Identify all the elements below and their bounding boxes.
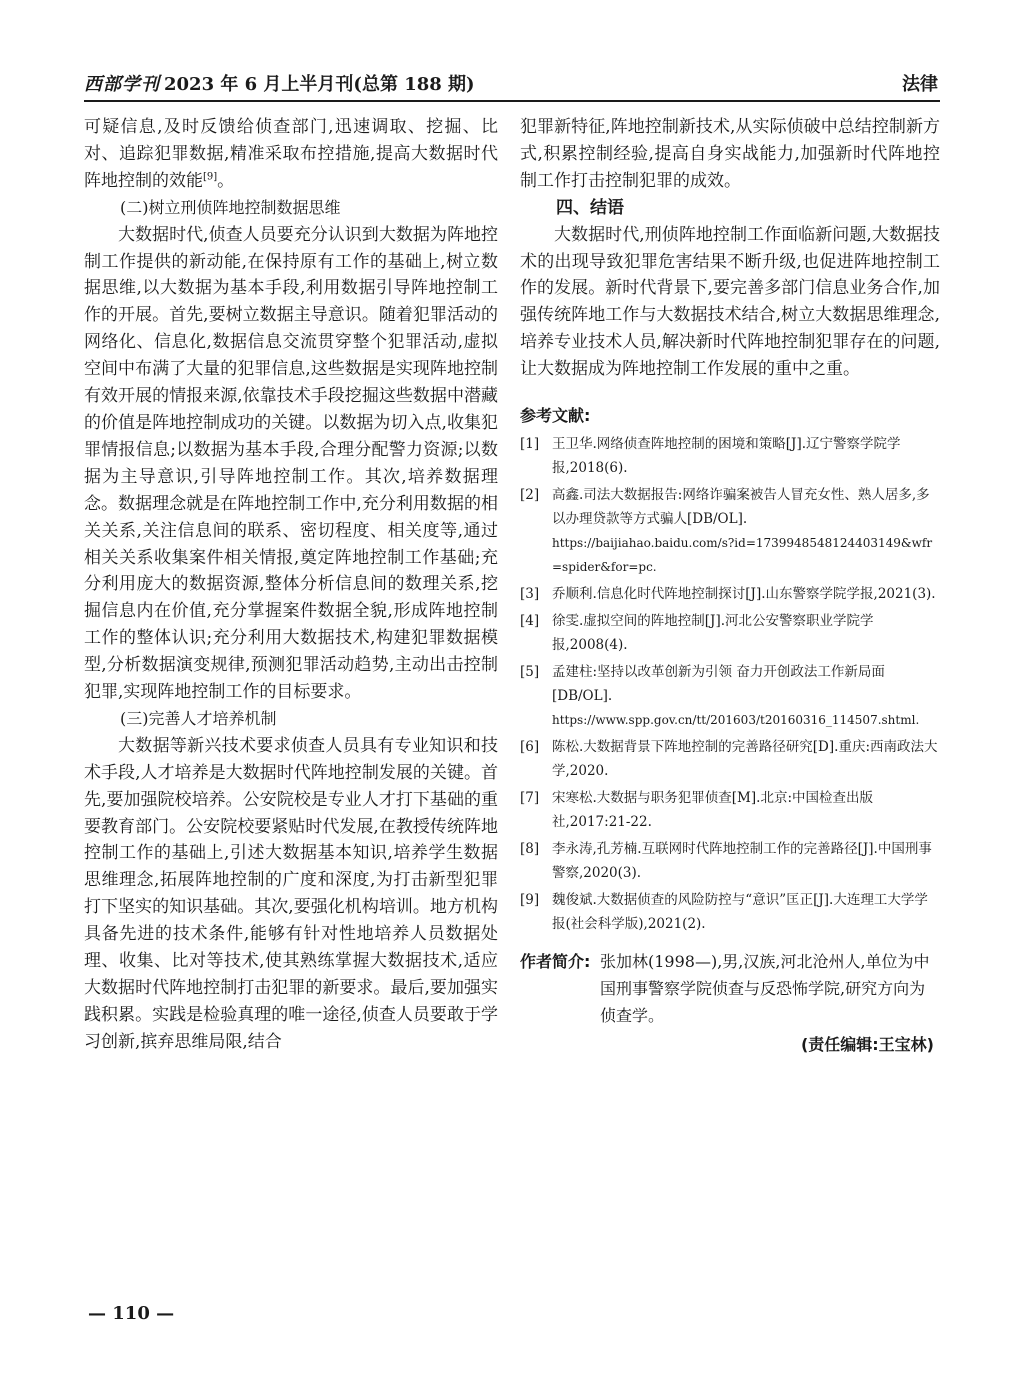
reference-number: [8] (520, 841, 540, 858)
reference-item (520, 483, 940, 579)
section-heading: 四、结语 (556, 197, 624, 218)
reference-text: 陈松.大数据背景下阵地控制的完善路径研究[D].重庆:西南政法大学,2020. (552, 739, 938, 780)
responsible-editor: (责任编辑:王宝林) (800, 1035, 934, 1055)
reference-number: [9] (520, 892, 540, 909)
reference-text: 孟建柱:坚持以改革创新为引领 奋力开创政法工作新局面[DB/OL]. (552, 664, 885, 705)
subsection-heading: (二)树立刑侦阵地控制数据思维 (120, 197, 341, 217)
paragraph (84, 114, 498, 195)
reference-number: [6] (520, 739, 540, 756)
author-bio (520, 948, 940, 1029)
journal-issue-line (84, 74, 475, 96)
right-column (520, 114, 940, 1058)
section-label: 法律 (902, 74, 938, 95)
references-title: 参考文献: (520, 406, 591, 426)
author-bio-text: 张加林(1998—),男,汉族,河北沧州人,单位为中国刑事警察学院侦查与反恐怖学院,研究方向为侦查学。 (600, 952, 930, 1026)
reference-item (520, 432, 940, 480)
reference-item (520, 837, 940, 885)
reference-text: 高鑫.司法大数据报告:网络诈骗案被告人冒充女性、熟人居多,多以办理贷款等方式骗人[DB/OL]. (552, 487, 930, 528)
paragraph: 犯罪新特征,阵地控制新技术,从实际侦破中总结控制新方式,积累控制经验,提高自身实战能力,加强新时代阵地控制工作打击控制犯罪的成效。 (520, 117, 940, 191)
paragraph: 大数据时代,侦查人员要充分认识到大数据为阵地控制工作提供的新动能,在保持原有工作的基础上,树立数据思维,以大数据为基本手段,利用数据引导阵地控制工作的开展。首先,要树立数据主导意识。随着犯罪活动的网络化、信息化,数据信息交流贯穿整个犯罪活动,虚拟空间中布满了大量的犯罪信息,这些数据是实现阵地控制有效开展的情报来源,依靠技术手段挖掘这些数据中潜藏的价值是阵地控制成功的关键。以数据为切入点,收集犯罪情报信息;以数据为基本手段,合理分配警力资源;以数据为主导意识,引导阵地控制工作。其次,培养数据理念。数据理念就是在阵地控制工作中,充分利用数据的相关关系,关注信息间的联系、密切程度、相关度等,通过相关关系收集案件相关情报,奠定阵地控制工作基础;充分利用庞大的数据资源,整体分析信息间的数理关系,挖掘信息内在价值,充分掌握案件数据全貌,形成阵地控制工作的整体认识;充分利用大数据技术,构建犯罪数据模型,分析数据演变规律,预测犯罪活动趋势,主动出击控制犯罪,实现阵地控制工作的目标要求。 (84, 224, 498, 703)
reference-text: 宋寒松.大数据与职务犯罪侦查[M].北京:中国检查出版社,2017:21-22. (552, 790, 873, 831)
reference-text: 徐雯.虚拟空间的阵地控制[J].河北公安警察职业学院学报,2008(4). (552, 613, 874, 654)
paragraph: 大数据等新兴技术要求侦查人员具有专业知识和技术手段,人才培养是大数据时代阵地控制发展的关键。首先,要加强院校培养。公安院校是专业人才打下基础的重要教育部门。公安院校要紧贴时代发展,在教授传统阵地控制工作的基础上,引述大数据基本知识,培养学生数据思维理念,拓展阵地控制的广度和深度,为打击新型犯罪打下坚实的知识基础。其次,要强化机构培训。地方机构具备先进的技术条件,能够有针对性地培养人员数据处理、收集、比对等技术,使其熟练掌握大数据技术,适应大数据时代阵地控制打击犯罪的新要求。最后,要加强实践积累。实践是检验真理的唯一途径,侦查人员要敢于学习创新,摈弃思维局限,结合 (84, 735, 498, 1052)
running-header (84, 74, 940, 102)
page-number: — 110 — (88, 1303, 175, 1324)
reference-number: [4] (520, 613, 540, 630)
author-bio-label: 作者简介: (520, 952, 591, 972)
reference-item (520, 786, 940, 834)
reference-url[interactable]: https://www.spp.gov.cn/tt/201603/t20160316_114507.shtml. (552, 713, 920, 728)
reference-number: [1] (520, 436, 540, 453)
subsection-heading: (三)完善人才培养机制 (120, 708, 277, 728)
reference-text: 王卫华.网络侦查阵地控制的困境和策略[J].辽宁警察学院学报,2018(6). (552, 436, 901, 477)
issue-info: 2023 年 6 月上半月刊(总第 188 期) (164, 74, 475, 95)
reference-text: 李永涛,孔芳楠.互联网时代阵地控制工作的完善路径[J].中国刑事警察,2020(3). (552, 841, 932, 882)
reference-url[interactable]: https://baijiahao.baidu.com/s?id=1739948548124403149&wfr=spider&for=pc. (552, 536, 933, 575)
paragraph-end: 。 (217, 170, 235, 191)
reference-number: [3] (520, 586, 540, 603)
reference-item (520, 888, 940, 936)
reference-number: [5] (520, 664, 540, 681)
reference-number: [2] (520, 487, 540, 504)
left-column (84, 114, 498, 1056)
citation-mark: [9] (203, 171, 218, 183)
reference-number: [7] (520, 790, 540, 807)
paragraph-text: 可疑信息,及时反馈给侦查部门,迅速调取、挖掘、比对、追踪犯罪数据,精准采取布控措施,提高大数据时代阵地控制的效能 (84, 117, 498, 191)
reference-text: 乔顺利.信息化时代阵地控制探讨[J].山东警察学院学报,2021(3). (552, 586, 936, 603)
reference-item (520, 735, 940, 783)
reference-text: 魏俊斌.大数据侦查的风险防控与“意识”匡正[J].大连理工大学学报(社会科学版),2021(2). (552, 892, 928, 933)
reference-item (520, 582, 940, 606)
reference-item (520, 609, 940, 657)
reference-item (520, 660, 940, 732)
paragraph: 大数据时代,刑侦阵地控制工作面临新问题,大数据技术的出现导致犯罪危害结果不断升级,也促进阵地控制工作的发展。新时代背景下,要完善多部门信息业务合作,加强传统阵地工作与大数据技术结合,树立大数据思维理念,培养专业技术人员,解决新时代阵地控制犯罪存在的问题,让大数据成为阵地控制工作发展的重中之重。 (520, 224, 940, 380)
journal-logo: 西部学刊 (84, 74, 160, 95)
